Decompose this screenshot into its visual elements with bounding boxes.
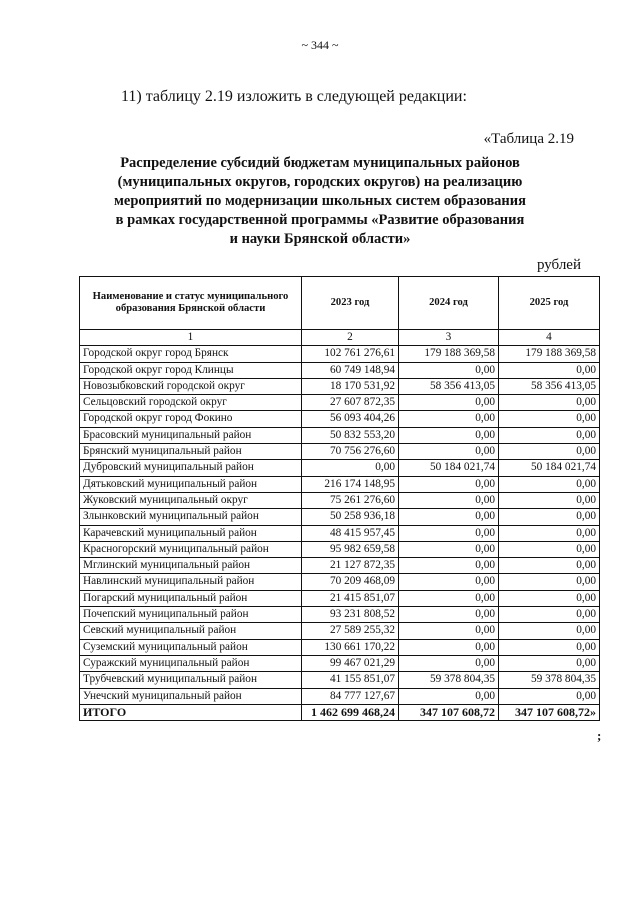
row-name: Суземский муниципальный район [80,639,302,655]
total-label: ИТОГО [80,704,302,720]
row-name: Брянский муниципальный район [80,444,302,460]
row-value-2024: 0,00 [399,411,499,427]
row-name: Дубровский муниципальный район [80,460,302,476]
row-value-2024: 0,00 [399,639,499,655]
header-row [80,277,600,330]
row-value-2023: 27 589 255,32 [302,623,399,639]
column-number-row [80,330,600,346]
row-value-2025: 0,00 [499,411,600,427]
table-row [80,492,600,508]
row-value-2023: 27 607 872,35 [302,395,399,411]
total-2024: 347 107 608,72 [399,704,499,720]
total-row [80,704,600,720]
row-value-2025: 50 184 021,74 [499,460,600,476]
column-number: 2 [302,330,399,346]
table-row [80,411,600,427]
row-value-2024: 59 378 804,35 [399,672,499,688]
row-value-2023: 216 174 148,95 [302,476,399,492]
row-value-2025: 0,00 [499,655,600,671]
table-row [80,362,600,378]
row-value-2025: 0,00 [499,558,600,574]
row-value-2025: 0,00 [499,688,600,704]
table-row [80,525,600,541]
title-line: и науки Брянской области» [229,231,411,247]
row-value-2025: 0,00 [499,623,600,639]
row-name: Городской округ город Брянск [80,346,302,362]
row-value-2023: 70 209 468,09 [302,574,399,590]
row-name: Мглинский муниципальный район [80,558,302,574]
row-name: Городской округ город Клинцы [80,362,302,378]
row-value-2025: 0,00 [499,444,600,460]
row-value-2023: 99 467 021,29 [302,655,399,671]
row-name: Севский муниципальный район [80,623,302,639]
amendment-intro: 11) таблицу 2.19 изложить в следующей редакции: [121,88,467,105]
table-row [80,346,600,362]
header-2025: 2025 год [499,277,600,330]
row-value-2025: 0,00 [499,362,600,378]
title-line: Распределение субсидий бюджетам муниципальных районов [120,155,520,171]
row-value-2023: 41 155 851,07 [302,672,399,688]
row-value-2023: 48 415 957,45 [302,525,399,541]
row-value-2025: 179 188 369,58 [499,346,600,362]
header-2024: 2024 год [399,277,499,330]
row-value-2024: 0,00 [399,395,499,411]
row-value-2024: 0,00 [399,558,499,574]
row-name: Погарский муниципальный район [80,590,302,606]
row-value-2025: 0,00 [499,607,600,623]
row-value-2024: 0,00 [399,492,499,508]
table-row [80,672,600,688]
units-label: рублей [536,257,581,273]
row-name: Суражский муниципальный район [80,655,302,671]
row-name: Трубчевский муниципальный район [80,672,302,688]
row-name: Дятьковский муниципальный район [80,476,302,492]
table-row [80,688,600,704]
table-row [80,607,600,623]
row-value-2024: 0,00 [399,444,499,460]
row-value-2025: 0,00 [499,427,600,443]
row-value-2025: 0,00 [499,395,600,411]
row-value-2024: 0,00 [399,655,499,671]
row-value-2025: 0,00 [499,590,600,606]
title-line: в рамках государственной программы «Развитие образования [115,212,525,228]
table-row [80,639,600,655]
row-value-2025: 0,00 [499,525,600,541]
row-name: Красногорский муниципальный район [80,541,302,557]
table-reference: «Таблица 2.19 [483,131,574,147]
table-row [80,574,600,590]
row-value-2023: 95 982 659,58 [302,541,399,557]
row-name: Злынковский муниципальный район [80,509,302,525]
row-value-2023: 60 749 148,94 [302,362,399,378]
row-value-2024: 0,00 [399,623,499,639]
row-value-2025: 0,00 [499,509,600,525]
row-value-2023: 50 832 553,20 [302,427,399,443]
subsidy-table [79,276,600,721]
row-value-2024: 0,00 [399,607,499,623]
row-value-2023: 21 127 872,35 [302,558,399,574]
row-value-2025: 0,00 [499,574,600,590]
header-2023: 2023 год [302,277,399,330]
row-value-2025: 0,00 [499,492,600,508]
row-value-2025: 0,00 [499,541,600,557]
row-value-2023: 70 756 276,60 [302,444,399,460]
title-line: мероприятий по модернизации школьных систем образования [114,193,526,209]
row-value-2023: 84 777 127,67 [302,688,399,704]
table-row [80,444,600,460]
row-value-2024: 0,00 [399,688,499,704]
row-value-2024: 50 184 021,74 [399,460,499,476]
row-value-2024: 0,00 [399,590,499,606]
row-name: Навлинский муниципальный район [80,574,302,590]
row-value-2023: 50 258 936,18 [302,509,399,525]
row-value-2024: 179 188 369,58 [399,346,499,362]
title-line: (муниципальных округов, городских округов) на реализацию [117,174,523,190]
row-value-2024: 0,00 [399,362,499,378]
row-value-2025: 58 356 413,05 [499,378,600,394]
table-row [80,558,600,574]
column-number: 1 [80,330,302,346]
row-value-2025: 0,00 [499,639,600,655]
table-row [80,541,600,557]
row-name: Новозыбковский городской округ [80,378,302,394]
column-number: 4 [499,330,600,346]
row-value-2024: 0,00 [399,476,499,492]
row-name: Брасовский муниципальный район [80,427,302,443]
table-row [80,460,600,476]
row-value-2024: 0,00 [399,509,499,525]
table-row [80,655,600,671]
table-title [80,154,560,249]
row-value-2024: 0,00 [399,427,499,443]
row-name: Городской округ город Фокино [80,411,302,427]
row-value-2024: 0,00 [399,574,499,590]
row-value-2024: 0,00 [399,525,499,541]
row-value-2023: 56 093 404,26 [302,411,399,427]
table-row [80,378,600,394]
table-row [80,590,600,606]
row-name: Жуковский муниципальный округ [80,492,302,508]
row-name: Почепский муниципальный район [80,607,302,623]
row-value-2023: 21 415 851,07 [302,590,399,606]
row-value-2025: 0,00 [499,476,600,492]
page-number: ~ 344 ~ [301,38,339,52]
table-row [80,427,600,443]
column-number: 3 [399,330,499,346]
row-value-2024: 0,00 [399,541,499,557]
row-name: Унечский муниципальный район [80,688,302,704]
table-row [80,476,600,492]
total-2023: 1 462 699 468,24 [302,704,399,720]
row-value-2023: 93 231 808,52 [302,607,399,623]
row-value-2023: 18 170 531,92 [302,378,399,394]
row-value-2023: 102 761 276,61 [302,346,399,362]
table-row [80,395,600,411]
row-value-2025: 59 378 804,35 [499,672,600,688]
total-2025: 347 107 608,72» [499,704,600,720]
row-value-2023: 130 661 170,22 [302,639,399,655]
row-value-2024: 58 356 413,05 [399,378,499,394]
table-row [80,623,600,639]
row-value-2023: 75 261 276,60 [302,492,399,508]
table-row [80,509,600,525]
closing-mark: ; [597,728,602,743]
header-name: Наименование и статус муниципального образования Брянской области [80,277,302,330]
row-value-2023: 0,00 [302,460,399,476]
row-name: Карачевский муниципальный район [80,525,302,541]
row-name: Сельцовский городской округ [80,395,302,411]
